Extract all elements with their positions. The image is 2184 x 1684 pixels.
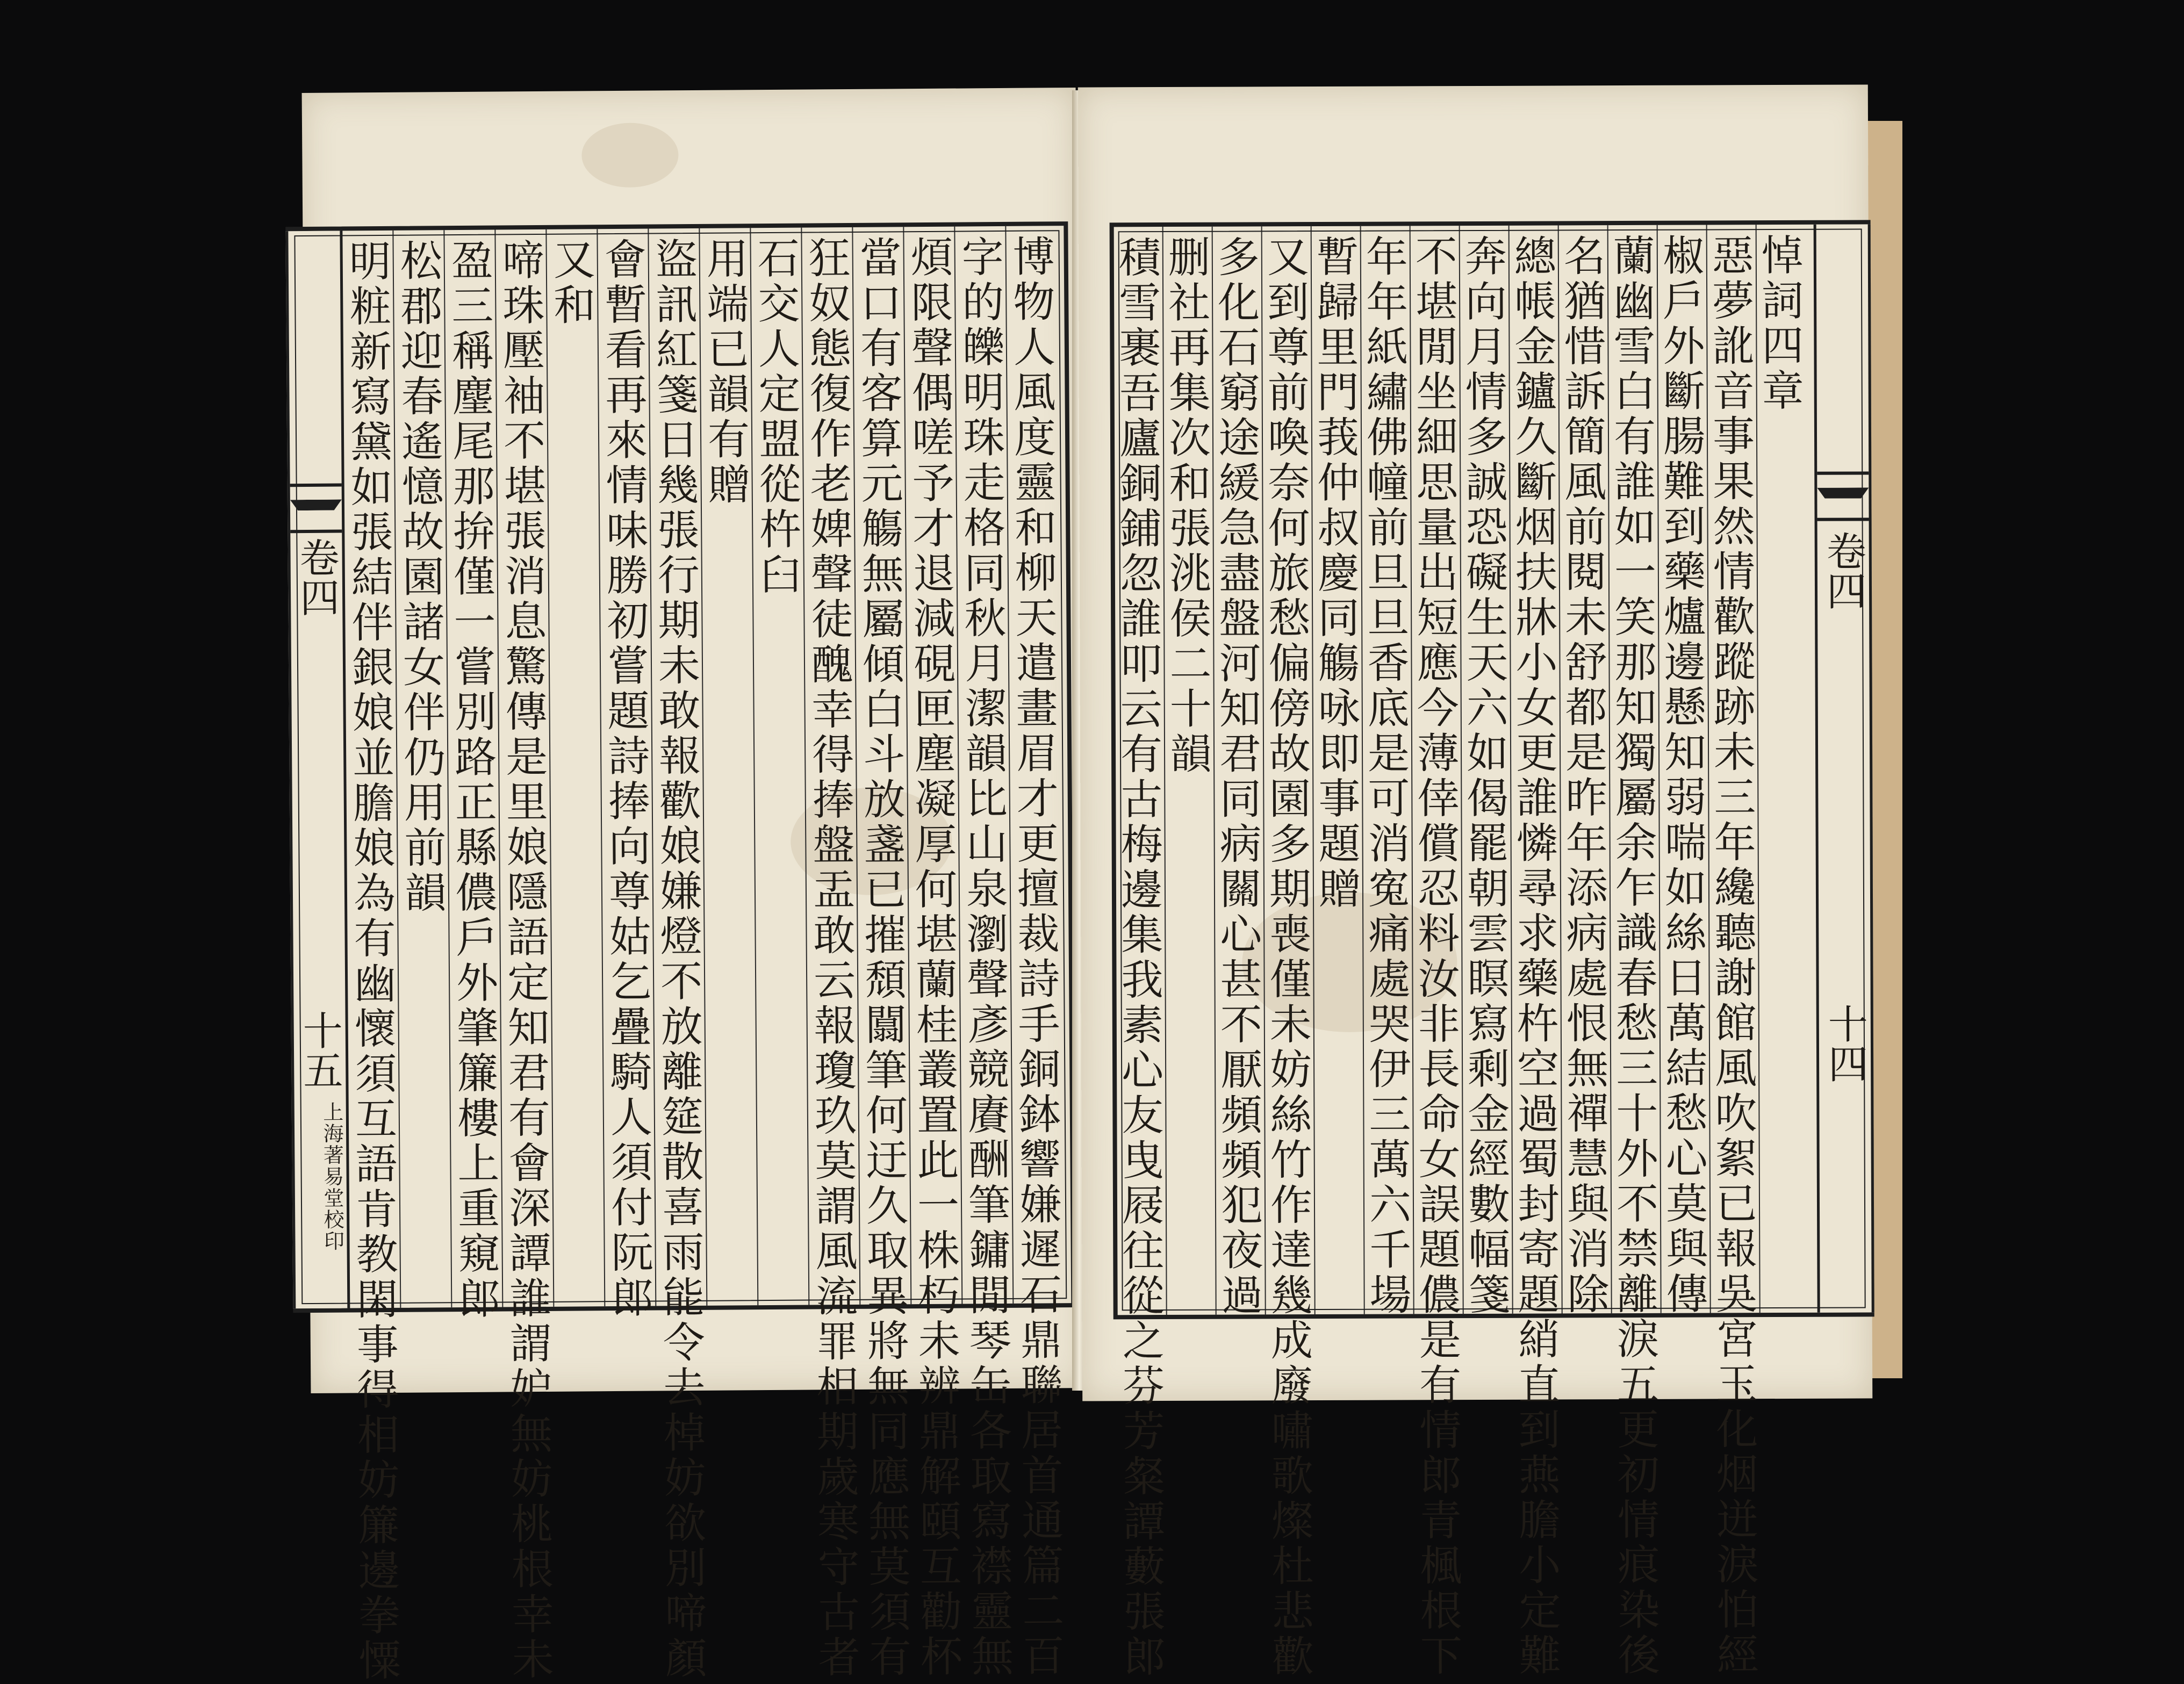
- column-rule: [1459, 226, 1464, 1314]
- publisher-imprint: 上海著易堂校印: [319, 1101, 344, 1252]
- text-column: 名猶惜訴簡風前閱未舒都是昨年添病處恨無禪慧與消除: [1556, 234, 1609, 1318]
- column-rule: [443, 230, 452, 1307]
- column-rule: [1212, 227, 1217, 1315]
- column-rule: [903, 227, 911, 1304]
- column-rule: [392, 231, 401, 1308]
- column-rule: [1162, 227, 1167, 1315]
- text-column: 又和: [546, 238, 595, 328]
- text-column: 悼詞四章: [1754, 233, 1804, 414]
- column-rule: [852, 227, 860, 1305]
- text-column: 多化石窮途緩急盡盤河知君同病關心甚不厭頻頻犯夜過: [1210, 235, 1263, 1319]
- fish-tail-mark-upper: [1817, 471, 1869, 521]
- text-column: 總帳金鑪久斷烟扶牀小女更誰憐尋求藥杵空過蜀封寄題綃直到燕膽小定難: [1507, 234, 1561, 1679]
- text-column: 盜訊紅箋日幾張行期未敢報歡娘嫌燈不放離筵散喜雨能令去棹妨欲別啼顏: [648, 236, 707, 1682]
- text-column: 博物人風度靈和柳天遣畫眉才更擅裁詩手銅鉢響嫌遲石鼎聯居首通篇二百: [1005, 234, 1065, 1679]
- right-volume-label: 卷四: [1820, 530, 1867, 610]
- left-page-center-margin: [285, 231, 350, 1309]
- text-column: 删社再集次和張洮侯二十韻: [1161, 235, 1212, 778]
- left-page: [293, 88, 1085, 1684]
- column-rule: [494, 230, 503, 1307]
- column-rule: [1508, 226, 1513, 1314]
- column-rule: [1005, 226, 1014, 1304]
- text-column: 松郡迎春遙憶故園諸女伴仍用前韻: [393, 239, 447, 916]
- column-rule: [750, 228, 758, 1305]
- column-rule: [597, 229, 605, 1306]
- text-column: 年年紙繡佛幢前旦旦香底是可消寃痛處哭伊三萬六千場: [1359, 234, 1411, 1318]
- text-column: 惡夢訛音事果然情歡蹤跡未三年纔聽謝館風吹絮已報吳宮玉化烟迸淚怕經: [1705, 233, 1759, 1678]
- text-column: 椒戶外斷腸難到藥爐邊懸知弱喘如絲日萬結愁心莫與傳: [1655, 233, 1708, 1317]
- fish-tail-mark-upper: [290, 484, 342, 534]
- text-column: 字的皪明珠走格同秋月潔韻比山泉瀏聲彥競賡酬筆鏞閒琴缶各取寫襟靈無: [954, 234, 1014, 1680]
- column-rule: [699, 228, 707, 1306]
- column-rule: [545, 229, 554, 1307]
- column-rule: [1607, 225, 1612, 1313]
- text-column: 會暫看再來情味勝初嘗題詩捧向尊姑乞疊騎人須付阮郎: [597, 237, 653, 1321]
- column-rule: [1261, 226, 1266, 1314]
- right-page-center-margin: [1814, 224, 1874, 1312]
- column-rule: [1558, 225, 1563, 1313]
- text-column: 煩限聲偶嗟予才退減硯匣塵凝厚何堪蘭桂叢置此一株朽未辨鼎解頤互勸杯: [903, 235, 962, 1680]
- column-rule: [648, 229, 656, 1306]
- text-column: 啼珠壓袖不堪張消息驚傳是里娘隱語定知君有會深譚誰謂妒無妨桃根幸未: [495, 238, 554, 1683]
- column-rule: [801, 228, 809, 1305]
- text-column: 石交人定盟從杵臼: [750, 236, 802, 598]
- column-rule: [1360, 226, 1365, 1314]
- column-rule: [1756, 225, 1761, 1313]
- text-column: 盈三稱麈尾那拚僅一嘗別路正縣儂戶外肇簾樓上重窺郎: [444, 238, 500, 1322]
- right-page: [1078, 84, 1873, 1680]
- right-text-frame: [1110, 220, 1874, 1680]
- column-rule: [1706, 225, 1711, 1313]
- column-rule: [1410, 226, 1414, 1314]
- left-volume-label: 卷四: [293, 537, 340, 617]
- text-column: 不堪閒坐細思量出短應今薄倖償忍料汝非長命女誤題儂是有情郎青楓根下: [1408, 234, 1462, 1679]
- text-column: 奔向月情多誠恐礙生天六如偈罷朝雲瞑寫剩金經數幅箋: [1457, 234, 1510, 1318]
- right-page-number: 十四: [1821, 1003, 1869, 1083]
- text-column: 蘭幽雪白有誰如一笑那知獨屬余乍識春愁三十外不禁離淚五更初情痕染後: [1606, 233, 1660, 1679]
- column-rule: [1657, 225, 1662, 1313]
- left-page-number: 十五: [296, 1010, 343, 1090]
- text-column: 當口有客算元觴無屬傾白斗放盞已摧頹闒筆何迂久取異將無同應無莫須有: [852, 235, 911, 1680]
- text-column: 用端已韻有贈: [699, 236, 750, 508]
- text-column: 明粧新寫黛如張結伴銀娘並膽娘為有幽懷須互語肯教閑事得相妨簾邊拳憟: [342, 239, 401, 1684]
- text-column: 暫歸里門莪仲叔慶同觴咏即事題贈: [1309, 234, 1361, 912]
- text-column: 積雪裹吾廬銅鋪忽誰叩云有古梅邊集我素心友曳屐往從之芬芳粲譚藪張郎: [1111, 235, 1166, 1680]
- left-text-frame: [285, 221, 1075, 1684]
- column-rule: [1311, 226, 1316, 1314]
- column-rule: [954, 227, 962, 1304]
- text-column: 狂奴態復作老婢聲徒醜幸得捧盤盂敢云報瓊玖莫謂風流罪相期歲寒守古者: [801, 235, 860, 1681]
- text-column: 又到尊前喚奈何旅愁偏傍故園多期喪僅未妨絲竹作達幾成廢嘯歌燦杜悲歡: [1260, 235, 1314, 1680]
